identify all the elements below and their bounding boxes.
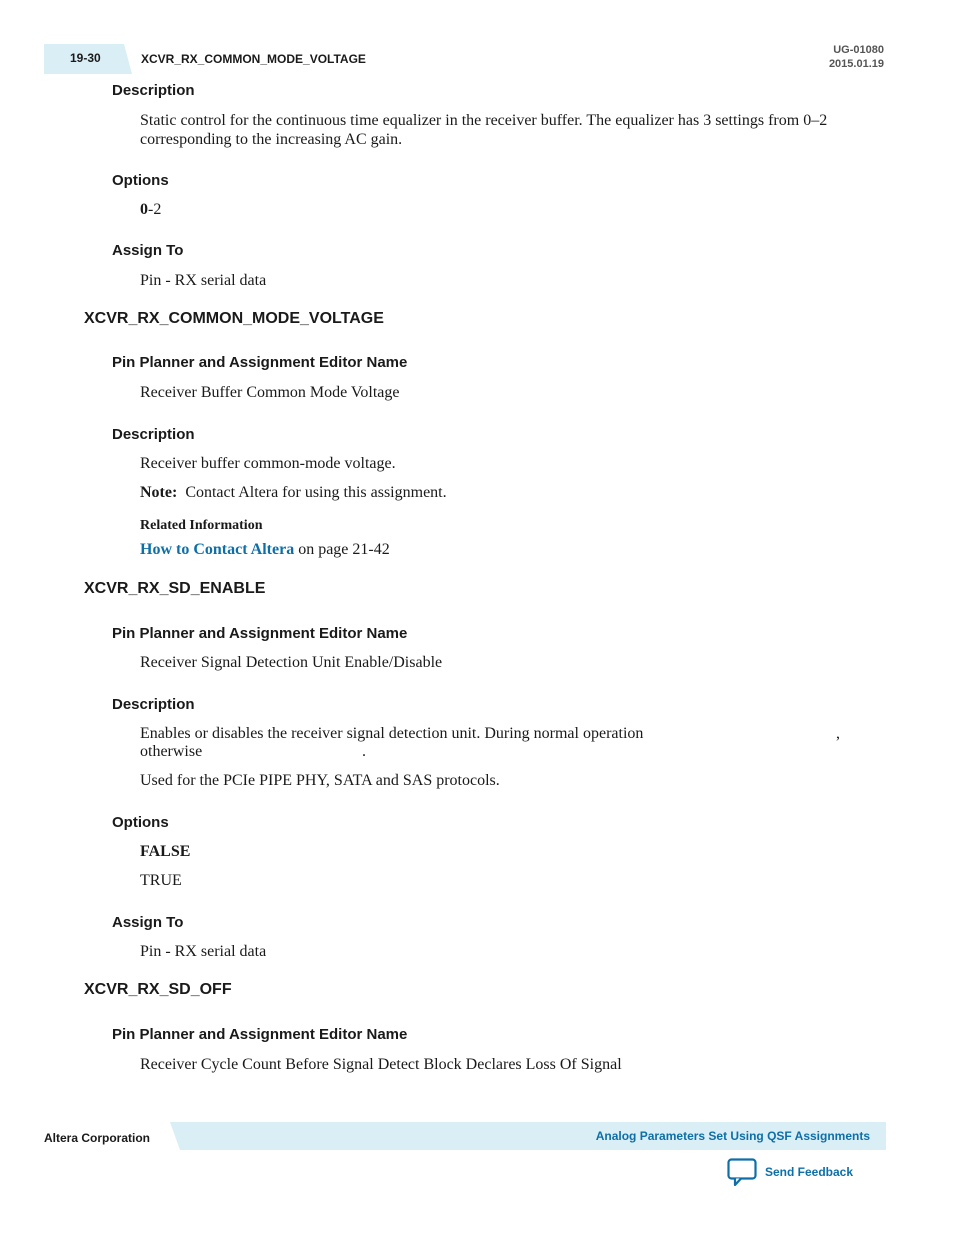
note-label: Note:: [140, 484, 178, 501]
doc-meta: [829, 43, 884, 71]
assign-to-value: Pin - RX serial data: [140, 943, 267, 960]
assign-to-value: Pin - RX serial data: [140, 272, 267, 289]
pin-planner-name: Receiver Cycle Count Before Signal Detect Block Declares Loss Of Signal: [140, 1056, 622, 1073]
section-title-sd-off: XCVR_RX_SD_OFF: [84, 981, 232, 998]
chapter-title-link[interactable]: Analog Parameters Set Using QSF Assignments: [595, 1129, 870, 1143]
note: [140, 483, 447, 502]
running-title: XCVR_RX_COMMON_MODE_VOLTAGE: [141, 52, 366, 66]
description-line-1: Enables or disables the receiver signal detection unit. During normal operation: [140, 725, 644, 742]
related-information-heading: Related Information: [140, 518, 263, 533]
doc-id: UG-01080: [833, 44, 884, 56]
page-number: 19-30: [70, 51, 101, 65]
description-heading: Description: [112, 82, 195, 99]
assign-to-heading: Assign To: [112, 914, 184, 931]
pin-planner-name: Receiver Signal Detection Unit Enable/Disable: [140, 654, 443, 671]
assign-to-heading: Assign To: [112, 242, 184, 259]
options-heading: Options: [112, 172, 169, 189]
option-false: FALSE: [140, 843, 191, 860]
feedback-bubble-icon: [727, 1158, 757, 1186]
options-default: 0: [140, 201, 148, 218]
related-information-entry: [140, 540, 390, 559]
doc-date: 2015.01.19: [828, 58, 884, 70]
description-heading: Description: [112, 696, 195, 713]
options-heading: Options: [112, 814, 169, 831]
option-true: TRUE: [140, 872, 182, 889]
company-name: Altera Corporation: [44, 1131, 151, 1145]
pin-planner-heading: Pin Planner and Assignment Editor Name: [112, 625, 408, 642]
options-range: -2: [148, 201, 162, 218]
description-comma: ,: [836, 725, 840, 742]
pin-planner-heading: Pin Planner and Assignment Editor Name: [112, 354, 408, 371]
pin-planner-heading: Pin Planner and Assignment Editor Name: [112, 1026, 408, 1043]
description-protocols: Used for the PCIe PIPE PHY, SATA and SAS protocols.: [140, 772, 500, 789]
send-feedback-button[interactable]: [727, 1158, 853, 1186]
section-title-common-mode-voltage: XCVR_RX_COMMON_MODE_VOLTAGE: [84, 310, 384, 327]
section-title-sd-enable: XCVR_RX_SD_ENABLE: [84, 580, 266, 597]
description-text: Receiver buffer common-mode voltage.: [140, 455, 396, 472]
note-text: Contact Altera for using this assignment.: [185, 484, 447, 501]
description-period: .: [362, 743, 366, 760]
description-line-2: otherwise: [140, 743, 203, 760]
pin-planner-name: Receiver Buffer Common Mode Voltage: [140, 384, 400, 401]
description-heading: Description: [112, 426, 195, 443]
send-feedback-label[interactable]: Send Feedback: [765, 1165, 854, 1179]
description-text: Static control for the continuous time equalizer in the receiver buffer. The equalizer has 3 settings from 0–2 corresponding to the increasing AC gain.: [140, 112, 828, 148]
related-page-ref: on page 21-42: [298, 541, 390, 558]
contact-altera-link[interactable]: How to Contact Altera: [140, 541, 295, 558]
options-value: [140, 200, 161, 219]
